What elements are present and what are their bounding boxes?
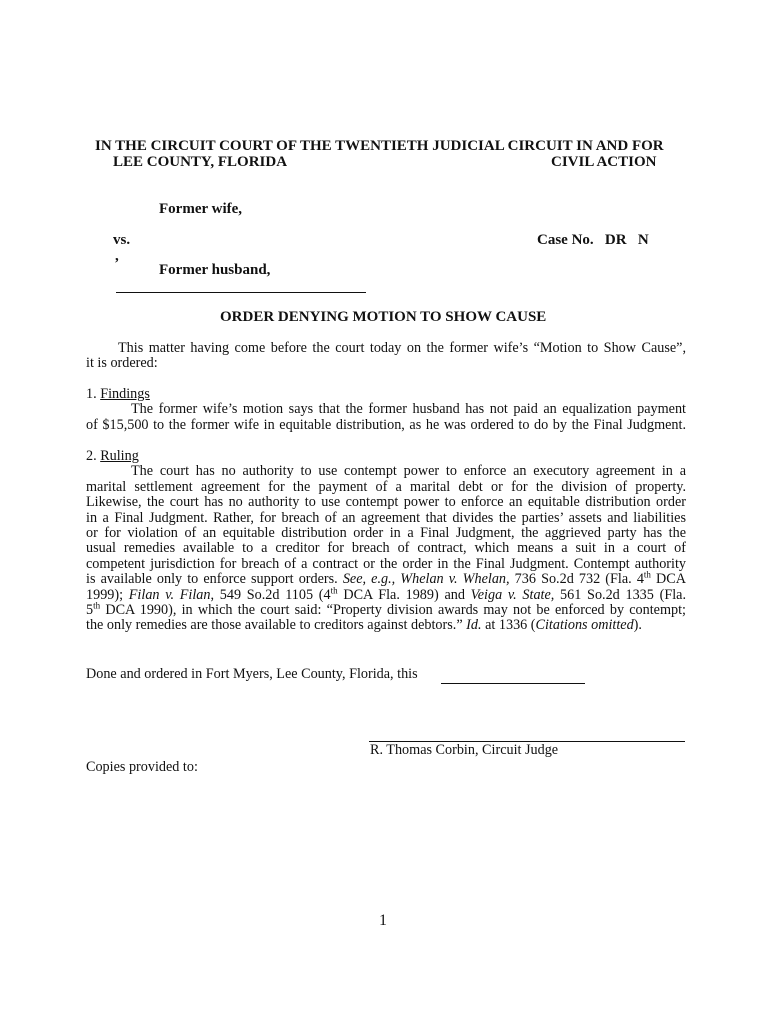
ruling-text: 1999); [86, 586, 129, 603]
findings-number: 1. [86, 386, 97, 402]
page-title: ORDER DENYING MOTION TO SHOW CAUSE [220, 309, 547, 325]
ruling-line: marital settlement agreement for the payment of a marital debt or for the division of property. [86, 478, 686, 495]
ruling-text: ). [633, 617, 642, 634]
ruling-line [86, 569, 687, 588]
ruling-line: competent jurisdiction for breach of a contract or the order in the Final Judgment. Contempt authority [86, 555, 686, 572]
ruling-text: the only remedies are those available to creditors against debtors.” [86, 617, 467, 634]
ruling-line [86, 584, 686, 603]
ruling-section [86, 449, 686, 634]
ruling-line [86, 618, 686, 633]
ordinal-sup: th [643, 569, 651, 580]
caption-divider [116, 292, 366, 293]
ruling-line: usual remedies available to a creditor for breach of contract, which means a suit in a court of [86, 540, 686, 557]
ruling-text: 736 So.2d 732 (Fla. 4 [509, 571, 644, 588]
ordinal-sup: th [93, 600, 101, 611]
vs-label: vs. [113, 232, 131, 248]
former-wife-label: Former wife, [159, 201, 243, 217]
findings-section [86, 387, 686, 433]
findings-line1: The former wife’s motion says that the former husband has not paid an equalization payment [131, 401, 686, 418]
former-husband-label: Former husband, [159, 262, 271, 278]
ruling-text: 5 [86, 602, 94, 619]
ruling-text: DCA [650, 571, 687, 588]
ordinal-sup: th [330, 584, 338, 595]
ruling-number: 2. [86, 448, 97, 464]
ruling-text: is available only to enforce support orders. [86, 571, 343, 588]
case-number: Case No. DR N [537, 232, 649, 248]
ruling-heading: Ruling [100, 448, 139, 464]
intro-paragraph [86, 341, 686, 372]
court-heading-line2: LEE COUNTY, FLORIDA [113, 154, 288, 170]
intro-line2: it is ordered: [86, 355, 158, 372]
citation-filan: Filan v. Filan [128, 586, 211, 603]
ruling-line: The court has no authority to use contempt power to enforce an executory agreement in a [131, 463, 686, 480]
citation-id: Id. [466, 617, 482, 634]
court-heading-line1: IN THE CIRCUIT COURT OF THE TWENTIETH JUDICIAL CIRCUIT IN AND FOR [95, 138, 664, 154]
citation-veiga: Veiga v. State, [470, 586, 555, 603]
ruling-text: 561 So.2d 1335 (Fla. [554, 586, 686, 603]
citation-whelan: See, e.g., Whelan v. Whelan, [342, 571, 510, 588]
civil-action-label: CIVIL ACTION [551, 154, 657, 170]
ruling-text: DCA Fla. 1989) and [337, 586, 471, 603]
findings-line2: of $15,500 to the former wife in equitable distribution, as he was ordered to do by the Final Judgment. [86, 416, 686, 433]
ruling-text: DCA 1990), in which the court said: “Property division awards may not be enforced by contempt; [100, 602, 686, 619]
copies-provided-label: Copies provided to: [86, 759, 198, 775]
page-number: 1 [379, 912, 387, 929]
intro-line1: This matter having come before the court today on the former wife’s “Motion to Show Cause”, [118, 340, 686, 356]
ruling-line: in a Final Judgment. Rather, for breach of an agreement that divides the parties’ assets and liabilities [86, 509, 686, 526]
ruling-line: or for violation of an equitable distribution order in a Final Judgment, the aggrieved party has the [86, 525, 686, 542]
ruling-text: at 1336 ( [481, 617, 536, 634]
citations-omitted: Citations omitted [535, 617, 634, 634]
judge-name: R. Thomas Corbin, Circuit Judge [370, 742, 559, 758]
date-blank-line [441, 683, 585, 684]
ruling-text: , 549 So.2d 1105 (4 [210, 586, 331, 603]
ruling-line [86, 600, 686, 619]
done-ordered-text: Done and ordered in Fort Myers, Lee County, Florida, this [86, 666, 418, 682]
findings-heading: Findings [100, 386, 150, 402]
caption-comma: , [115, 248, 119, 264]
ruling-line: Likewise, the court has no authority to use contempt power to enforce an equitable distribution order [86, 494, 686, 511]
